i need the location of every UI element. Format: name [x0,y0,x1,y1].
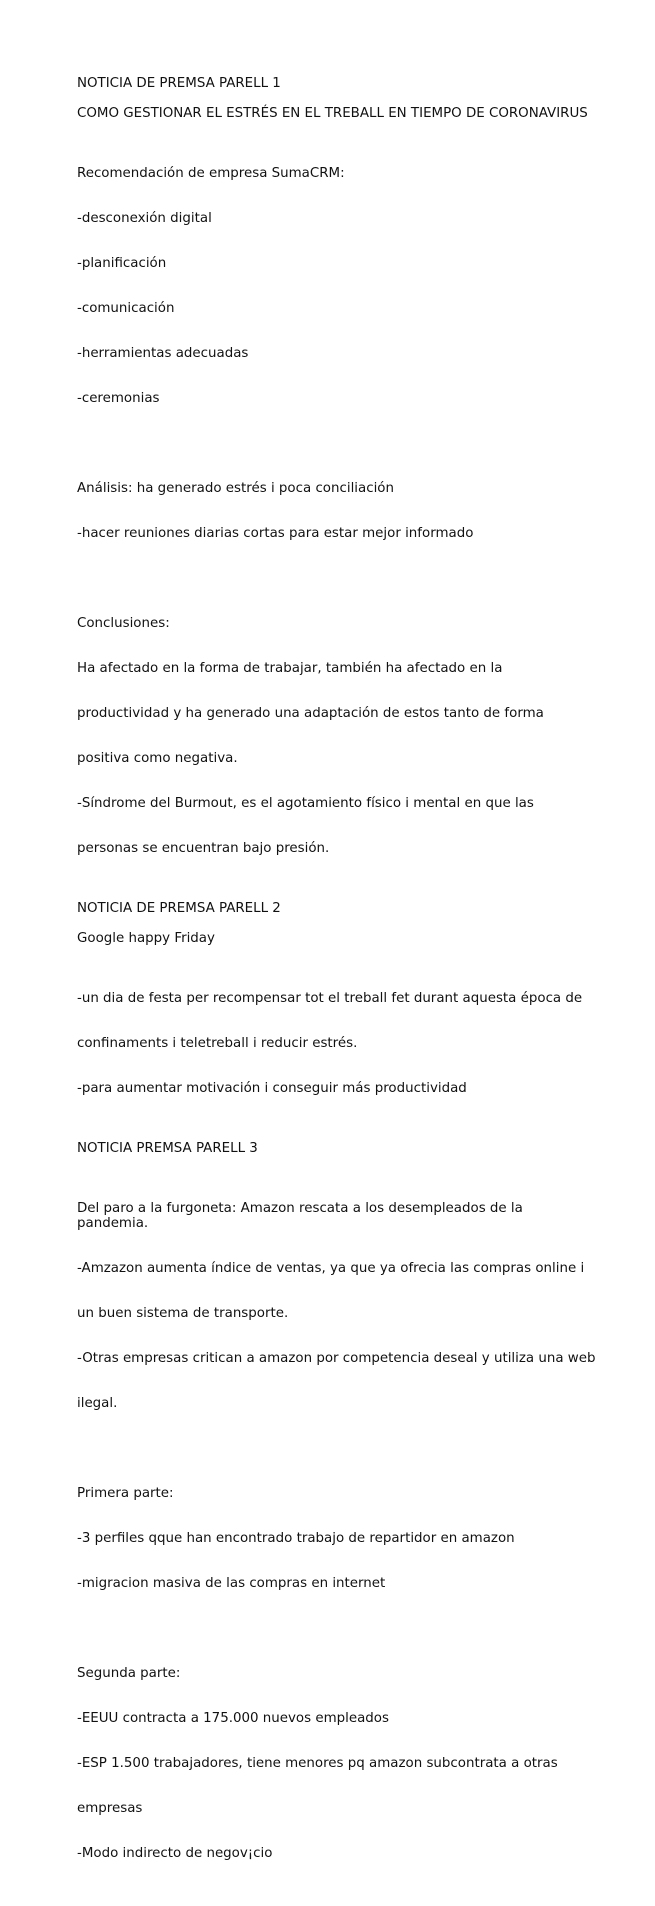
conclusions-line: -Síndrome del Burmout, es el agotamiento físico i mental en que las [77,796,534,811]
notice-1-recommendations [77,136,597,436]
recommendation-item: -ceremonias [77,391,160,406]
notice-2-heading: NOTICIA DE PREMSA PARELL 2 [77,901,281,916]
recommendation-item: -comunicación [77,301,175,316]
notice-2-line: -para aumentar motivación i conseguir más productividad [77,1081,467,1096]
analysis-label: Análisis: ha generado estrés i poca conciliación [77,481,394,496]
conclusions-line: productividad y ha generado una adaptación de estos tanto de forma [77,706,544,721]
recommendation-item: -planificación [77,256,167,271]
recommendation-item: -herramientas adecuadas [77,346,249,361]
notice-3-heading: NOTICIA PREMSA PARELL 3 [77,1141,258,1156]
conclusions-line: positiva como negativa. [77,751,238,766]
document-page [77,76,597,1906]
notice-2-line: -un dia de festa per recompensar tot el treball fet durant aquesta época de [77,991,583,1006]
recommendation-label: Recomendación de empresa SumaCRM: [77,166,345,181]
conclusions-line: Ha afectado en la forma de trabajar, también ha afectado en la [77,661,503,676]
notice-3-intro-line: -Amzazon aumenta índice de ventas, ya que ya ofrecia las compras online i [77,1261,585,1276]
part-1-label: Primera parte: [77,1486,174,1501]
notice-1-title: COMO GESTIONAR EL ESTRÉS EN EL TREBALL EN TIEMPO DE CORONAVIRUS [77,106,588,121]
notice-2-title: Google happy Friday [77,931,215,946]
notice-2-line: confinaments i teletreball i reducir estrés. [77,1036,358,1051]
notice-3-part-1 [77,1456,597,1621]
notice-3-intro-line: ilegal. [77,1396,118,1411]
part-2-line: -ESP 1.500 trabajadores, tiene menores pq amazon subcontrata a otras [77,1756,558,1771]
part-2-line: empresas [77,1801,143,1816]
part-1-line: -migracion masiva de las compras en internet [77,1576,386,1591]
analysis-item: -hacer reuniones diarias cortas para estar mejor informado [77,526,474,541]
notice-3-intro-line: -Otras empresas critican a amazon por competencia deseal y utiliza una web [77,1351,596,1366]
notice-3-intro-line: Del paro a la furgoneta: Amazon rescata a los desempleados de la pandemia. [77,1201,528,1231]
recommendation-item: -desconexión digital [77,211,212,226]
notice-3-intro-line: un buen sistema de transporte. [77,1306,289,1321]
notice-1-conclusions [77,586,597,886]
notice-2-body [77,961,597,1126]
part-2-line: -Modo indirecto de negov¡cio [77,1846,273,1861]
part-2-label: Segunda parte: [77,1666,181,1681]
conclusions-line: personas se encuentran bajo presión. [77,841,330,856]
notice-1-heading: NOTICIA DE PREMSA PARELL 1 [77,76,281,91]
part-1-line: -3 perfiles qque han encontrado trabajo de repartidor en amazon [77,1531,515,1546]
notice-3-intro [77,1171,597,1441]
part-2-line: -EEUU contracta a 175.000 nuevos empleados [77,1711,389,1726]
notice-1-analysis [77,451,597,571]
conclusions-label: Conclusiones: [77,616,170,631]
notice-3-part-2 [77,1636,597,1891]
